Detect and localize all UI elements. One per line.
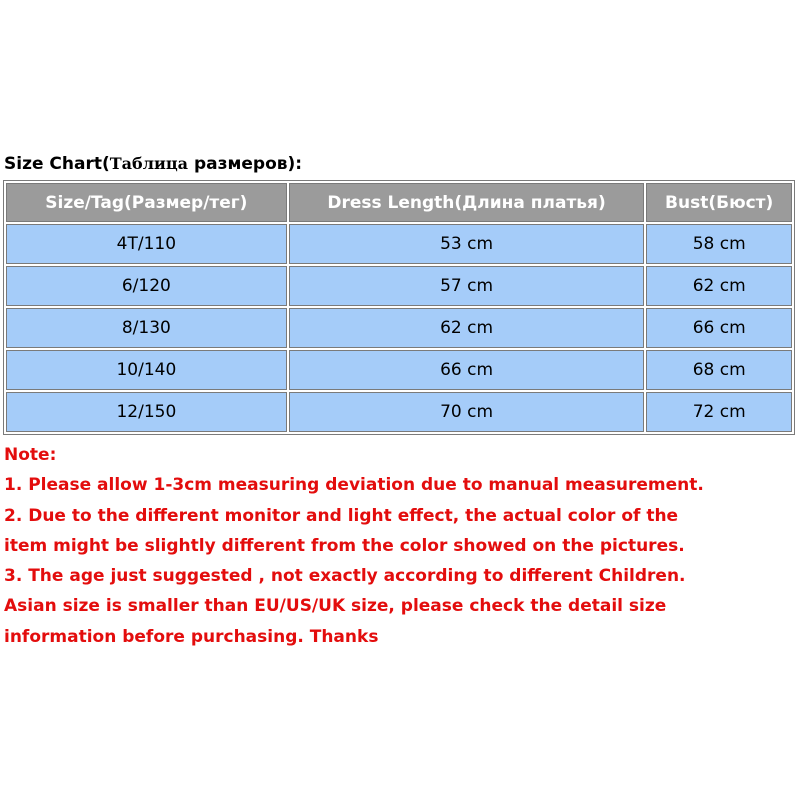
cell-bust: 66 cm bbox=[646, 308, 792, 348]
size-chart-title bbox=[4, 154, 302, 174]
cell-length: 62 cm bbox=[289, 308, 645, 348]
table-row bbox=[6, 224, 792, 264]
cell-bust: 58 cm bbox=[646, 224, 792, 264]
cell-size: 4T/110 bbox=[6, 224, 287, 264]
header-size-tag: Size/Tag(Размер/тег) bbox=[6, 183, 287, 222]
header-dress-length: Dress Length(Длина платья) bbox=[289, 183, 645, 222]
note-heading: Note: bbox=[4, 445, 57, 465]
size-table bbox=[3, 180, 795, 435]
table-row bbox=[6, 392, 792, 432]
cell-length: 57 cm bbox=[289, 266, 645, 306]
title-russian: Таблица bbox=[109, 154, 189, 173]
cell-length: 66 cm bbox=[289, 350, 645, 390]
cell-bust: 62 cm bbox=[646, 266, 792, 306]
cell-length: 70 cm bbox=[289, 392, 645, 432]
cell-bust: 72 cm bbox=[646, 392, 792, 432]
table-header-row bbox=[6, 183, 792, 222]
cell-size: 12/150 bbox=[6, 392, 287, 432]
cell-size: 8/130 bbox=[6, 308, 287, 348]
table-row bbox=[6, 308, 792, 348]
table-row bbox=[6, 350, 792, 390]
cell-bust: 68 cm bbox=[646, 350, 792, 390]
note-line: 3. The age just suggested , not exactly according to different Children. bbox=[4, 566, 686, 587]
cell-size: 10/140 bbox=[6, 350, 287, 390]
table-row bbox=[6, 266, 792, 306]
title-suffix: размеров): bbox=[188, 154, 303, 174]
note-line: information before purchasing. Thanks bbox=[4, 626, 379, 647]
title-prefix: Size Chart( bbox=[4, 154, 110, 174]
cell-length: 53 cm bbox=[289, 224, 645, 264]
note-line: 2. Due to the different monitor and light effect, the actual color of the bbox=[4, 505, 679, 526]
notes-section bbox=[4, 440, 796, 652]
note-line: 1. Please allow 1-3cm measuring deviation due to manual measurement. bbox=[4, 475, 704, 496]
note-line: item might be slightly different from the color showed on the pictures. bbox=[4, 535, 685, 556]
header-bust: Bust(Бюст) bbox=[646, 183, 792, 222]
cell-size: 6/120 bbox=[6, 266, 287, 306]
note-line: Asian size is smaller than EU/US/UK size, please check the detail size bbox=[4, 596, 667, 617]
